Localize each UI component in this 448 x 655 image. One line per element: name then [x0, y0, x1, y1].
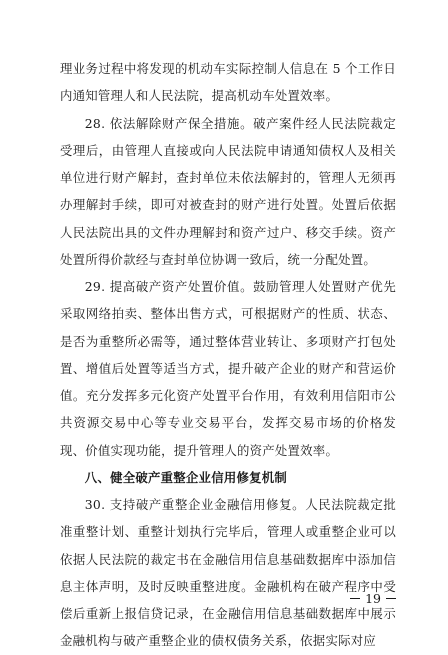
dash-left: [350, 598, 360, 600]
paragraph-29: 29. 提高破产资产处置价值。鼓励管理人处置财产优先采取网络拍卖、整体出售方式，可根据财产的性质、状态、是否为重整所必需等，通过整体营业转让、多项财产打包处置、增值后处置等适当方式，提升破产企业的财产和营运价值。充分发挥多元化资产处置平台作用，有效利用信阳市公共资源交易中心等专业交易平台，发挥交易市场的价格发现、价值实现功能，提升管理人的资产处置效率。: [60, 279, 396, 458]
dash-right: [386, 598, 396, 600]
body-text: [60, 55, 396, 655]
section-heading: 八、健全破产重整企业信用修复机制: [84, 469, 288, 485]
paragraph-continued: 理业务过程中将发现的机动车实际控制人信息在 5 个工作日内通知管理人和人民法院，提高机动车处置效率。: [60, 61, 396, 104]
paragraph-28: 28. 依法解除财产保全措施。破产案件经人民法院裁定受理后，由管理人直接或向人民法院申请通知债权人及相关单位进行财产解封，查封单位未依法解封的，管理人无须再办理解封手续，即可对被查封的财产进行处置。处置后依据人民法院出具的文件办理解封和资产过户、移交手续。资产处置所得价款经与查封单位协调一致后，统一分配处置。: [60, 115, 396, 267]
page-number: 19: [365, 591, 381, 606]
paragraph-30: 30. 支持破产重整企业金融信用修复。人民法院裁定批准重整计划、重整计划执行完毕后，管理人或重整企业可以依据人民法院的裁定书在金融信用信息基础数据库中添加信息主体声明，及时反映重整进度。金融机构在破产程序中受偿后重新上报信贷记录，在金融信用信息基础数据库中展示金融机构与破产重整企业的债权债务关系，依据实际对应: [60, 497, 396, 649]
page-number-footer: [350, 591, 396, 606]
